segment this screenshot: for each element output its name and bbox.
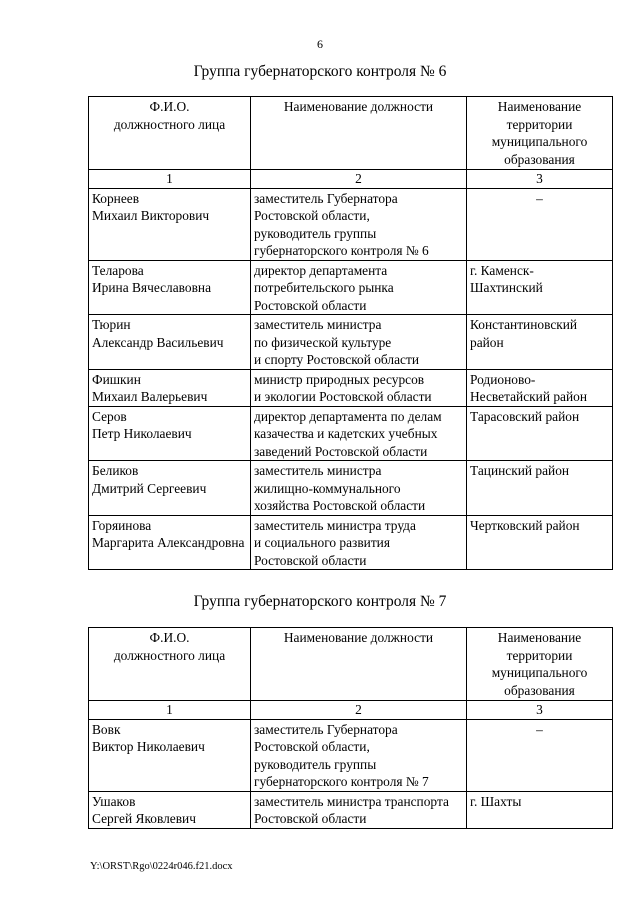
cell-line: – xyxy=(536,721,543,737)
cell-line: заместитель министра xyxy=(254,317,382,332)
cell-line: Родионово- xyxy=(470,371,536,387)
cell-line: Наименование xyxy=(497,99,582,114)
cell-line: Тарасовский район xyxy=(470,408,580,424)
territory-cell xyxy=(467,369,613,406)
cell-line: заместитель министра xyxy=(254,463,382,478)
official-name-cell xyxy=(89,515,251,570)
table-row xyxy=(89,791,613,828)
cell-line: хозяйства Ростовской области xyxy=(254,498,426,513)
officials-table xyxy=(88,96,613,570)
cell-line: Михаил Викторович xyxy=(92,208,210,223)
cell-line: Ф.И.О. xyxy=(149,630,190,645)
position-cell xyxy=(251,791,467,828)
cell-line: по физической культуре xyxy=(254,334,392,350)
cell-line: Ростовской области, xyxy=(254,739,370,754)
position-cell xyxy=(251,406,467,461)
cell-line: образования xyxy=(504,682,575,698)
cell-line: заместитель Губернатора xyxy=(254,190,398,206)
table-row xyxy=(89,188,613,260)
cell-line: Наименование должности xyxy=(283,630,434,645)
cell-line: Виктор Николаевич xyxy=(92,739,205,754)
cell-line: район xyxy=(470,334,504,350)
cell-line: Серов xyxy=(92,408,127,424)
header-territory-column xyxy=(467,97,613,170)
cell-line: Сергей Яковлевич xyxy=(92,811,196,826)
cell-line: Горяинова xyxy=(92,517,152,533)
territory-cell xyxy=(467,315,613,370)
column-number-row xyxy=(89,701,613,720)
cell-line: Петр Николаевич xyxy=(92,426,192,441)
cell-line: министр природных ресурсов xyxy=(254,371,425,387)
position-cell xyxy=(251,719,467,791)
header-name-column xyxy=(89,628,251,701)
header-territory-column xyxy=(467,628,613,701)
table-row xyxy=(89,369,613,406)
cell-line: Тацинский район xyxy=(470,463,570,478)
cell-line: руководитель группы xyxy=(254,756,377,772)
territory-cell xyxy=(467,260,613,315)
cell-line: казачества и кадетских учебных xyxy=(254,426,438,441)
cell-line: Корнеев xyxy=(92,190,140,206)
cell-line: Михаил Валерьевич xyxy=(92,389,208,404)
cell-line: должностного лица xyxy=(113,116,226,132)
cell-line: территории xyxy=(506,116,573,132)
document-file-path: Y:\ORST\Rgo\0224r046.f21.docx xyxy=(90,861,233,872)
cell-line: г. Шахты xyxy=(470,793,522,809)
header-name-column xyxy=(89,97,251,170)
territory-cell xyxy=(467,461,613,516)
cell-line: муниципального xyxy=(491,134,588,149)
table-row xyxy=(89,406,613,461)
official-name-cell xyxy=(89,719,251,791)
cell-line: Александр Васильевич xyxy=(92,334,224,350)
cell-line: Ростовской области xyxy=(254,811,367,826)
official-name-cell xyxy=(89,461,251,516)
column-number: 1 xyxy=(89,701,251,720)
cell-line: Вовк xyxy=(92,721,121,737)
cell-line: Теларова xyxy=(92,262,144,278)
cell-line: директор департамента по делам xyxy=(254,408,442,424)
cell-line: Ростовской области xyxy=(254,297,367,313)
territory-cell xyxy=(467,791,613,828)
column-number: 3 xyxy=(467,170,613,189)
cell-line: образования xyxy=(504,151,575,167)
cell-line: Беликов xyxy=(92,463,139,478)
cell-line: – xyxy=(536,190,543,206)
table-row xyxy=(89,719,613,791)
cell-line: Ростовской области xyxy=(254,552,367,568)
column-number: 2 xyxy=(251,701,467,720)
official-name-cell xyxy=(89,791,251,828)
column-number-row xyxy=(89,170,613,189)
cell-line: и экологии Ростовской области xyxy=(254,389,432,404)
cell-line: территории xyxy=(506,647,573,663)
group-title: Группа губернаторского контроля № 6 xyxy=(193,63,447,80)
table-row xyxy=(89,260,613,315)
cell-line: Ирина Вячеславовна xyxy=(92,280,212,295)
cell-line: Несветайский район xyxy=(470,389,587,404)
table-header-row xyxy=(89,628,613,701)
official-name-cell xyxy=(89,406,251,461)
cell-line: Константиновский xyxy=(470,317,578,332)
cell-line: губернаторского контроля № 7 xyxy=(254,774,429,789)
cell-line: Наименование должности xyxy=(283,99,434,114)
officials-table xyxy=(88,627,613,829)
position-cell xyxy=(251,188,467,260)
cell-line: Наименование xyxy=(497,630,582,645)
territory-cell xyxy=(467,406,613,461)
cell-line: заместитель Губернатора xyxy=(254,721,398,737)
page-number: 6 xyxy=(317,37,323,51)
cell-line: Фишкин xyxy=(92,371,141,387)
official-name-cell xyxy=(89,260,251,315)
official-name-cell xyxy=(89,188,251,260)
territory-cell xyxy=(467,719,613,791)
cell-line: должностного лица xyxy=(113,647,226,663)
cell-line: Тюрин xyxy=(92,317,131,332)
cell-line: заместитель министра труда xyxy=(254,517,416,533)
table-row xyxy=(89,515,613,570)
group-title: Группа губернаторского контроля № 7 xyxy=(193,593,447,610)
table-row xyxy=(89,461,613,516)
cell-line: Дмитрий Сергеевич xyxy=(92,480,207,496)
cell-line: и спорту Ростовской области xyxy=(254,352,419,367)
cell-line: Маргарита Александровна xyxy=(92,535,245,550)
position-cell xyxy=(251,260,467,315)
cell-line: руководитель группы xyxy=(254,225,377,241)
cell-line: Ушаков xyxy=(92,793,136,809)
column-number: 1 xyxy=(89,170,251,189)
cell-line: заместитель министра транспорта xyxy=(254,793,449,809)
official-name-cell xyxy=(89,369,251,406)
column-number: 3 xyxy=(467,701,613,720)
header-position-column xyxy=(251,97,467,170)
cell-line: директор департамента xyxy=(254,262,388,278)
header-position-column xyxy=(251,628,467,701)
position-cell xyxy=(251,369,467,406)
position-cell xyxy=(251,315,467,370)
cell-line: жилищно-коммунального xyxy=(254,480,401,496)
position-cell xyxy=(251,461,467,516)
cell-line: Ф.И.О. xyxy=(149,99,190,114)
cell-line: Шахтинский xyxy=(470,280,543,295)
cell-line: Чертковский район xyxy=(470,517,580,533)
territory-cell xyxy=(467,515,613,570)
column-number: 2 xyxy=(251,170,467,189)
cell-line: заведений Ростовской области xyxy=(254,443,428,459)
position-cell xyxy=(251,515,467,570)
territory-cell xyxy=(467,188,613,260)
cell-line: Ростовской области, xyxy=(254,208,370,223)
cell-line: потребительского рынка xyxy=(254,280,394,295)
cell-line: и социального развития xyxy=(254,535,390,550)
cell-line: муниципального xyxy=(491,665,588,680)
cell-line: г. Каменск- xyxy=(470,262,534,278)
table-row xyxy=(89,315,613,370)
official-name-cell xyxy=(89,315,251,370)
table-header-row xyxy=(89,97,613,170)
cell-line: губернаторского контроля № 6 xyxy=(254,243,429,258)
